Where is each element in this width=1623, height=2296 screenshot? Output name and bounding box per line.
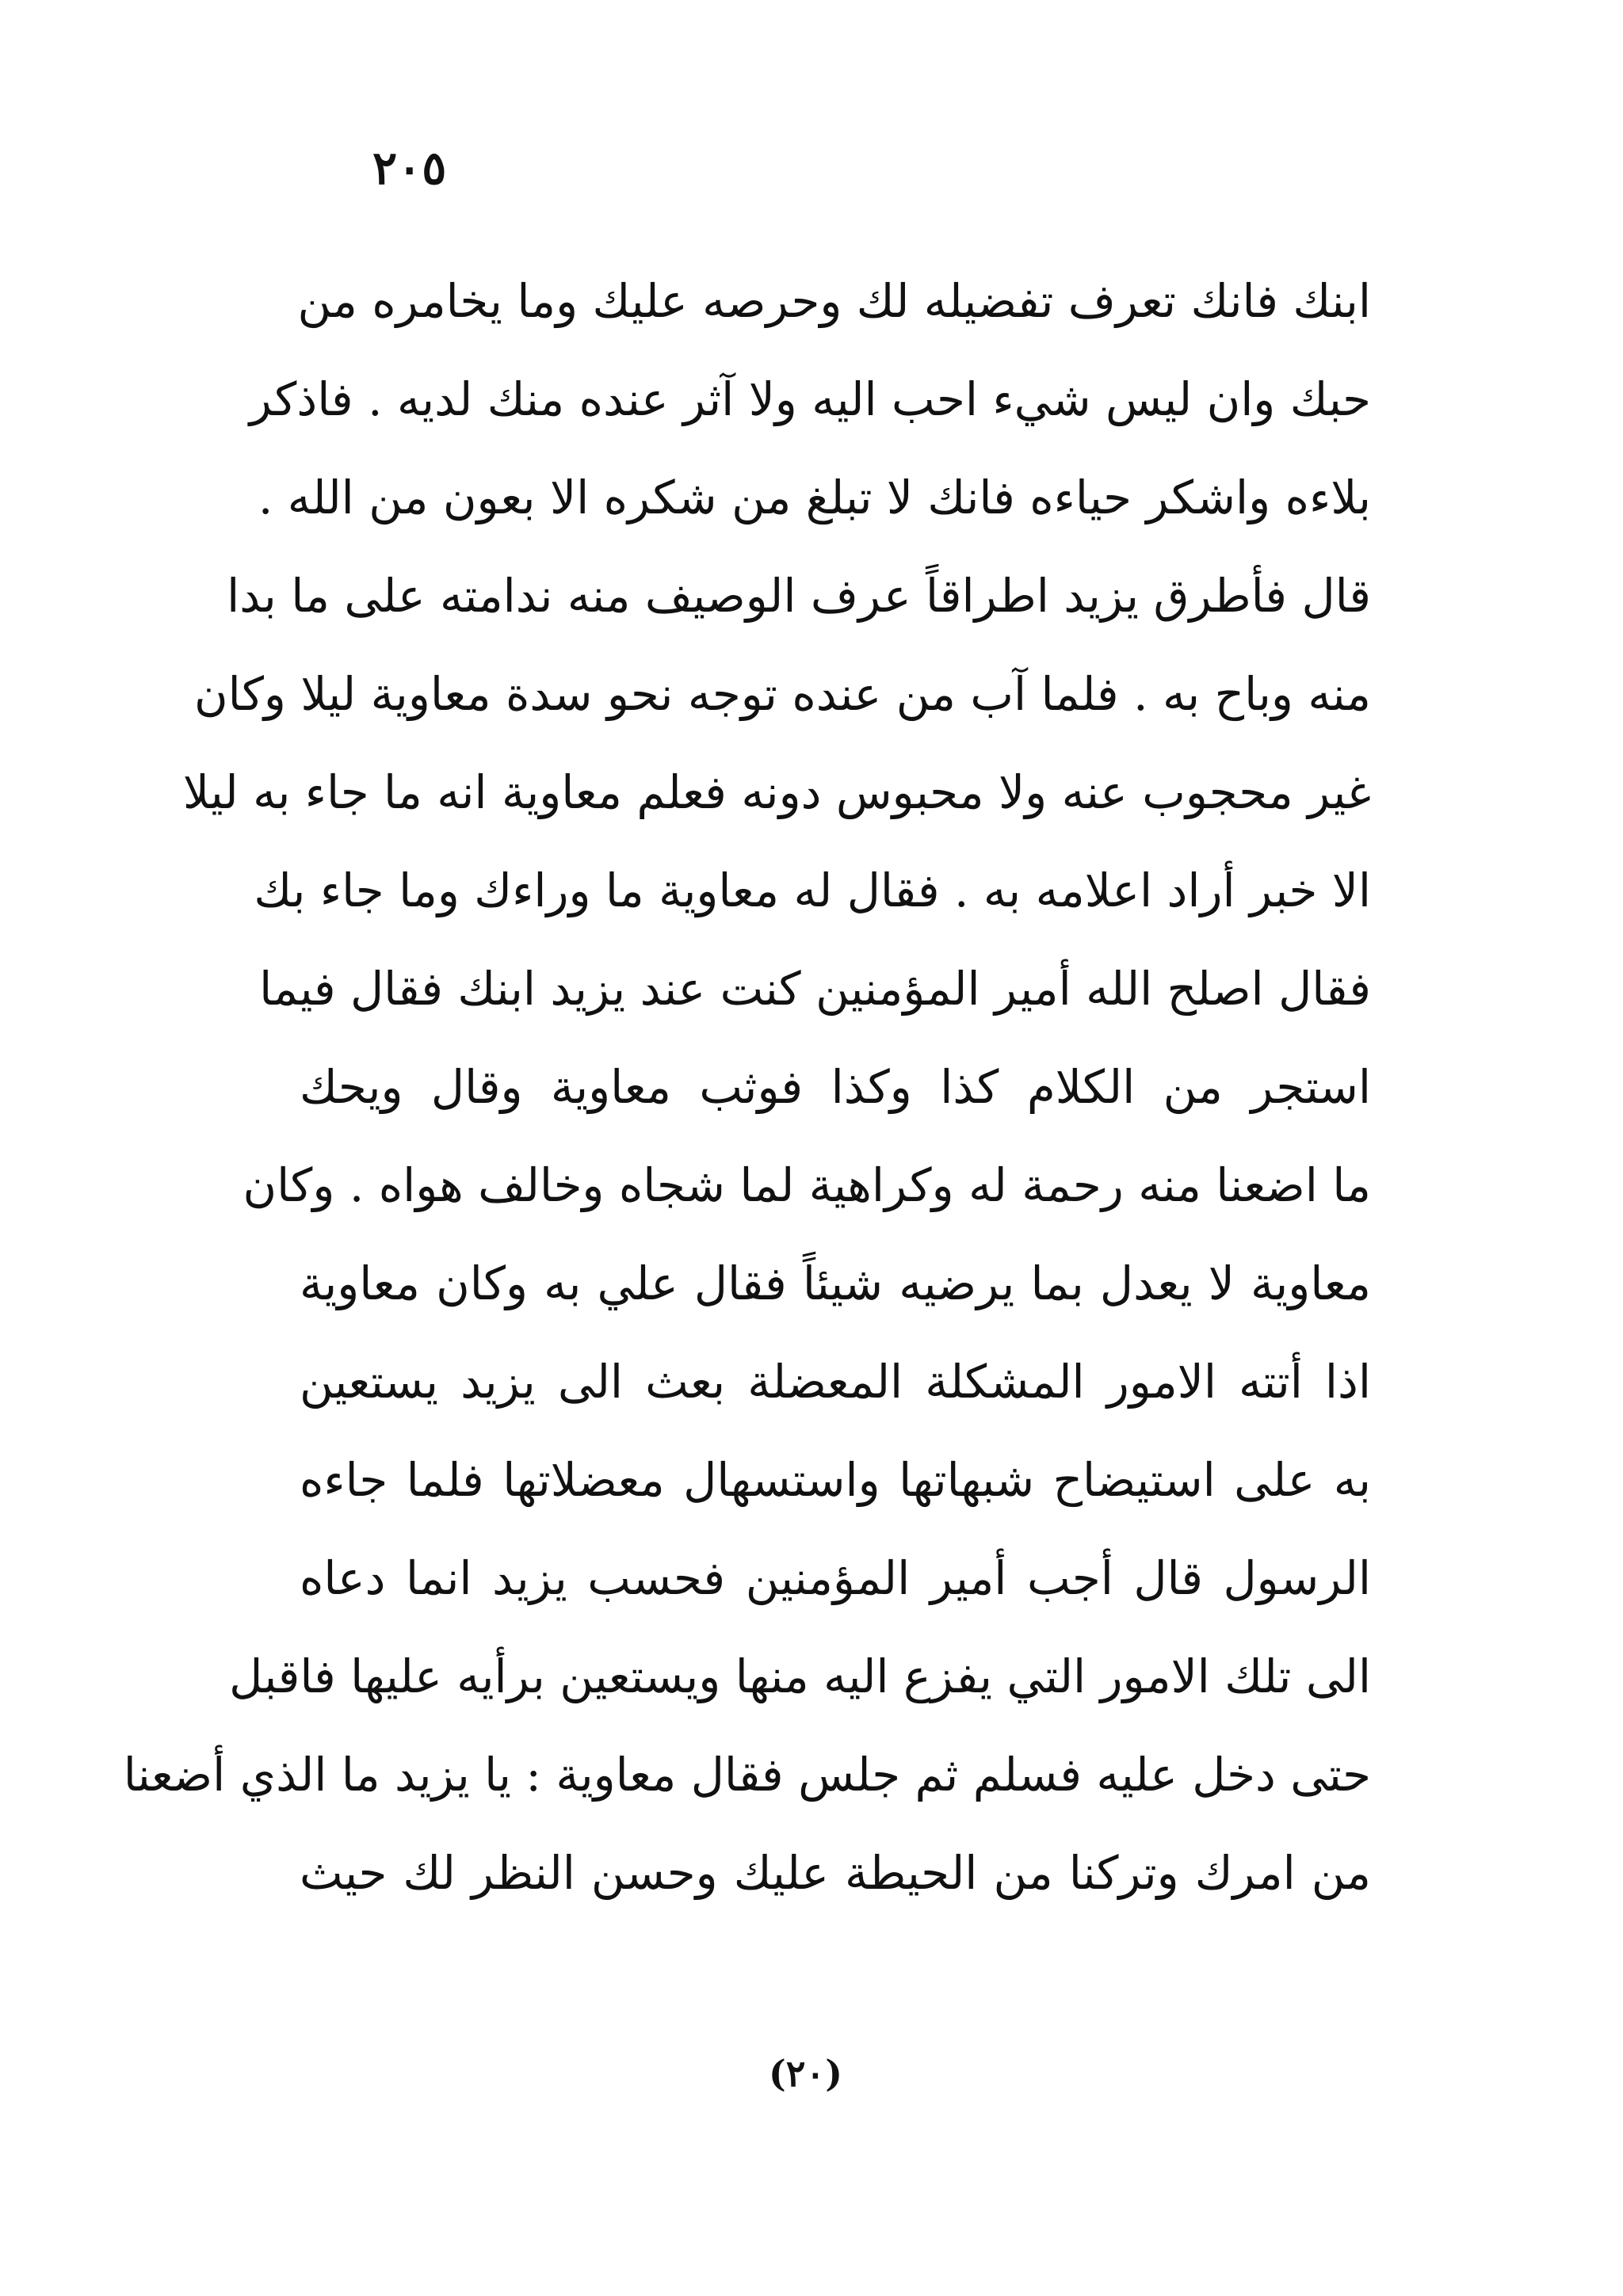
text-line-14: الرسول قال أجب أمير المؤمنين فحسب يزيد انما دعاه	[300, 1551, 1371, 1605]
text-line-7: الا خبر أراد اعلامه به . فقال له معاوية ما وراءك وما جاء بك	[254, 864, 1371, 917]
text-line-10: ما اضعنا منه رحمة له وكراهية لما شجاه وخالف هواه . وكان	[242, 1158, 1371, 1212]
text-line-8: فقال اصلح الله أمير المؤمنين كنت عند يزيد ابنك فقال فيما	[259, 962, 1371, 1016]
signature-mark: (٢٠)	[769, 2052, 842, 2095]
text-line-3: بلاءه واشكر حياءه فانك لا تبلغ من شكره الا بعون من الله .	[258, 471, 1371, 524]
text-line-17: من امرك وتركنا من الحيطة عليك وحسن النظر لك حيث	[300, 1846, 1371, 1900]
text-line-5: منه وباح به . فلما آب من عنده توجه نحو سدة معاوية ليلا وكان	[194, 667, 1371, 721]
text-line-9: استجر من الكلام كذا وكذا فوثب معاوية وقال ويحك	[300, 1060, 1371, 1114]
text-line-2: حبك وان ليس شيء احب اليه ولا آثر عنده منك لديه . فاذكر	[249, 372, 1371, 426]
body-text	[123, 252, 1371, 1922]
text-line-6: غير محجوب عنه ولا محبوس دونه فعلم معاوية انه ما جاء به ليلا	[182, 765, 1371, 819]
text-line-13: به على استيضاح شبهاتها واستسهال معضلاتها فلما جاءه	[300, 1453, 1371, 1507]
text-line-4: قال فأطرق يزيد اطراقاً عرف الوصيف منه ندامته على ما بدا	[227, 569, 1371, 623]
text-line-11: معاوية لا يعدل بما يرضيه شيئاً فقال علي به وكان معاوية	[300, 1257, 1371, 1310]
text-line-1: ابنك فانك تعرف تفضيله لك وحرصه عليك وما يخامره من	[297, 274, 1371, 328]
text-line-12: اذا أتته الامور المشكلة المعضلة بعث الى يزيد يستعين	[300, 1355, 1371, 1409]
page-number: ٢٠٥	[372, 141, 447, 195]
text-line-15: الى تلك الامور التي يفزع اليه منها ويستعين برأيه عليها فاقبل	[229, 1650, 1371, 1703]
text-line-16: حتى دخل عليه فسلم ثم جلس فقال معاوية : يا يزيد ما الذي أضعنا	[123, 1748, 1371, 1802]
